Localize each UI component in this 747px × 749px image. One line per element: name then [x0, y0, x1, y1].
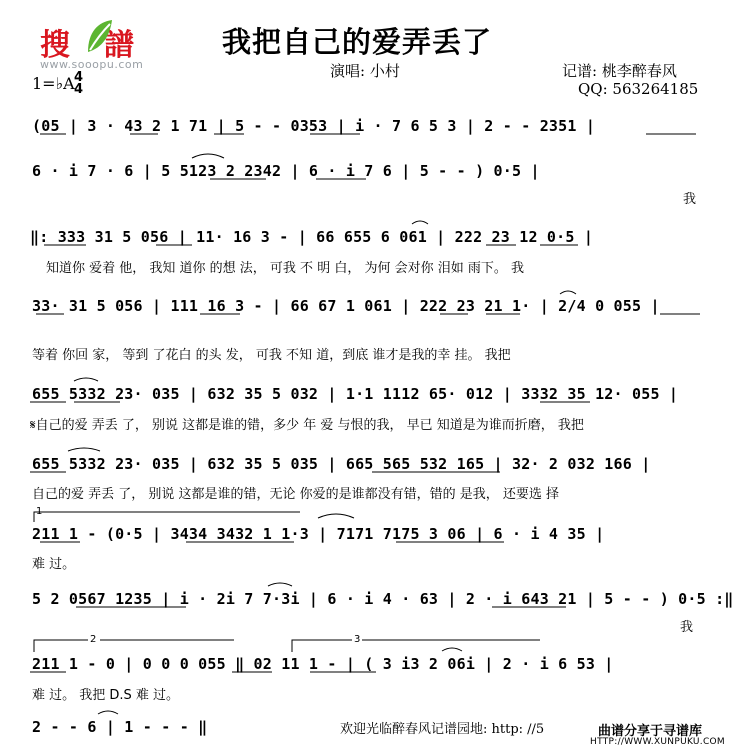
slur-2 — [412, 221, 428, 224]
slur-4 — [74, 378, 98, 381]
score-row-5: 655 5332 23· 035 | 632 35 5 032 | 1·1 1112 65· 012 | 3332 35 12· 055 | — [32, 385, 679, 403]
footer-text: 欢迎光临醉春风记谱园地: http: //5 — [340, 722, 545, 737]
lyric-row-3: 知道你 爱着 他， 我知 道你 的想 法， 可我 不 明 白， 为何 会对你 泪如 雨下。 我 — [46, 261, 524, 276]
logo-url: www.sooopu.com — [40, 58, 144, 71]
score-row-1: (05 | 3 · 43 2 1 71 | 5 - - 0353 | i · 7 6 5 3 | 2 - - 2351 | — [32, 117, 596, 135]
key-signature: 1=♭A — [32, 74, 75, 93]
lyric-row-4: 等着 你回 家， 等到 了花白 的头 发， 可我 不知 道，到底 谁才是我的幸 挂。 我把 — [32, 348, 511, 363]
volta-bracket-3 — [292, 640, 540, 652]
lyric-row-2: 我 — [683, 192, 697, 207]
time-signature-top: 4 — [74, 70, 84, 85]
lyric-row-5: 𝄋自己的爱 弄丢 了， 别说 这都是谁的错，多少 年 爱 与恨的我， 早已 知道是为谁而折磨， 我把 — [30, 418, 584, 433]
lyric-row-9: 难 过。 我把 D.S 难 过。 — [32, 688, 180, 703]
volta-bracket-1 — [34, 512, 300, 522]
slur-6 — [318, 514, 354, 518]
transcriber-credit: 记谱: 桃李醉春风 — [562, 62, 677, 80]
volta-second: 2 — [90, 634, 97, 645]
time-signature-bottom: 4 — [74, 82, 84, 97]
score-row-3: ‖: 333 31 5 056 | 11· 16 3 - | 66 655 6 061 | 222 23 12 0·5 | — [30, 228, 594, 246]
lyric-row-6: 自己的爱 弄丢 了， 别说 这都是谁的错，无论 你爱的是谁都没有错，错的 是我， 还要选 择 — [32, 487, 560, 502]
slur-8 — [442, 648, 462, 651]
lyric-row-8: 我 — [680, 620, 694, 635]
slur-5 — [68, 448, 100, 451]
share-badge-url[interactable]: HTTP://WWW.XUNPUKU.COM — [590, 737, 725, 747]
score-row-4: 33· 31 5 056 | 111 16 3 - | 66 67 1 061 | 222 23 21 1· | 2/4 0 055 | — [32, 297, 660, 315]
volta-bracket-2 — [34, 640, 234, 652]
logo-left-char: 搜 — [40, 28, 70, 63]
score-row-2: 6 · i 7 · 6 | 5 5123 2 2342 | 6 · i 7 6 | 5 - - ) 0·5 | — [32, 162, 540, 180]
singer-credit: 演唱: 小村 — [330, 62, 400, 80]
lyric-row-7: 难 过。 — [32, 557, 76, 572]
score-row-6: 655 5332 23· 035 | 632 35 5 035 | 665 565 532 165 | 32· 2 032 166 | — [32, 455, 651, 473]
volta-third: 3 — [354, 634, 361, 645]
volta-first: 1 — [36, 506, 43, 517]
logo-right-char: 譜 — [104, 28, 134, 63]
qq-contact: QQ: 563264185 — [578, 80, 699, 98]
score-row-10: 2 - - 6 | 1 - - - ‖ — [32, 718, 208, 736]
song-title: 我把自己的爱弄丢了 — [222, 25, 493, 59]
score-row-8: 5 2 0567 1235 | i · 2i 7 7·3i | 6 · i 4 · 63 | 2 · i 643 21 | 5 - - ) 0·5 :‖ — [32, 590, 734, 608]
slur-3 — [560, 291, 576, 294]
slur-9 — [98, 711, 118, 714]
score-row-7: 211 1 - (0·5 | 3434 3432 1 1·3 | 7171 7175 3 06 | 6 · i 4 35 | — [32, 525, 605, 543]
share-badge: 曲谱分享于寻谱库 — [598, 724, 703, 739]
score-row-9: 211 1 - 0 | 0 0 0 055 ‖ 02 11 1 - | ( 3 i3 2 06i | 2 · i 6 53 | — [32, 655, 614, 673]
slur-1 — [192, 154, 224, 158]
slur-7 — [268, 583, 292, 586]
